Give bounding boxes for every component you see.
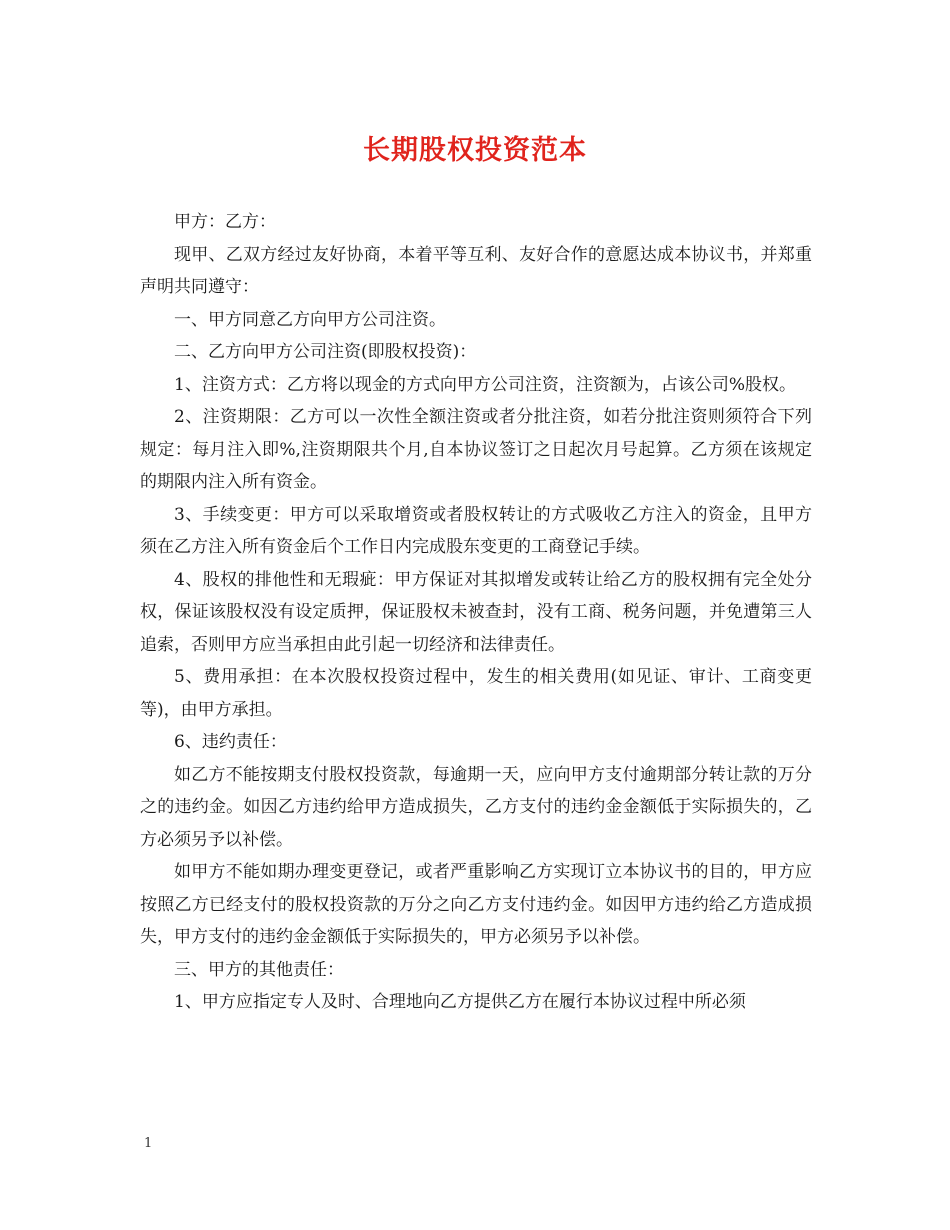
paragraph-clause-injection-method: 1、注资方式：乙方将以现金的方式向甲方公司注资，注资额为，占该公司%股权。 xyxy=(174,374,796,395)
paragraph-clause-procedure-change: 3、手续变更：甲方可以采取增资或者股权转让的方式吸收乙方注入的资金，且甲方须在乙方注入所有资金后个工作日内完成股东变更的工商登记手续。 xyxy=(140,504,812,557)
paragraph-breach-party-b: 如乙方不能按期支付股权投资款，每逾期一天，应向甲方支付逾期部分转让款的万分之的违约金。如因乙方违约给甲方造成损失，乙方支付的违约金金额低于实际损失的，乙方必须另予以补偿。 xyxy=(140,764,812,850)
paragraph-section-1: 一、甲方同意乙方向甲方公司注资。 xyxy=(174,309,446,330)
paragraph-preamble: 现甲、乙双方经过友好协商，本着平等互利、友好合作的意愿达成本协议书，并郑重声明共同遵守： xyxy=(140,244,812,297)
paragraph-clause-breach: 6、违约责任： xyxy=(174,732,287,752)
paragraph-breach-party-a: 如甲方不能如期办理变更登记，或者严重影响乙方实现订立本协议书的目的，甲方应按照乙方已经支付的股权投资款的万分之向乙方支付违约金。如因甲方违约给乙方造成损失，甲方支付的违约金金额低于实际损失的，甲方必须另予以补偿。 xyxy=(140,862,812,947)
page-number: 1 xyxy=(144,1136,153,1151)
document-title: 长期股权投资范本 xyxy=(363,135,587,166)
document-body xyxy=(140,206,812,1019)
paragraph-section-2: 二、乙方向甲方公司注资(即股权投资)： xyxy=(174,342,477,362)
paragraph-clause-equity-exclusivity: 4、股权的排他性和无瑕疵：甲方保证对其拟增发或转让给乙方的股权拥有完全处分权，保证该股权没有设定质押，保证股权未被查封，没有工商、税务问题，并免遭第三人追索，否则甲方应当承担由此引起一切经济和法律责任。 xyxy=(140,569,812,655)
paragraph-parties: 甲方：乙方： xyxy=(174,212,276,232)
paragraph-clause-costs: 5、费用承担：在本次股权投资过程中，发生的相关费用(如见证、审计、工商变更等)，由甲方承担。 xyxy=(140,667,812,720)
paragraph-section-3: 三、甲方的其他责任： xyxy=(174,959,344,980)
paragraph-clause-designated-person: 1、甲方应指定专人及时、合理地向乙方提供乙方在履行本协议过程中所必须 xyxy=(174,992,746,1012)
paragraph-clause-injection-period: 2、注资期限：乙方可以一次性全额注资或者分批注资，如若分批注资则须符合下列规定：每月注入即%,注资期限共个月,自本协议签订之日起次月号起算。乙方须在该规定的期限内注入所有资金。 xyxy=(140,407,812,492)
